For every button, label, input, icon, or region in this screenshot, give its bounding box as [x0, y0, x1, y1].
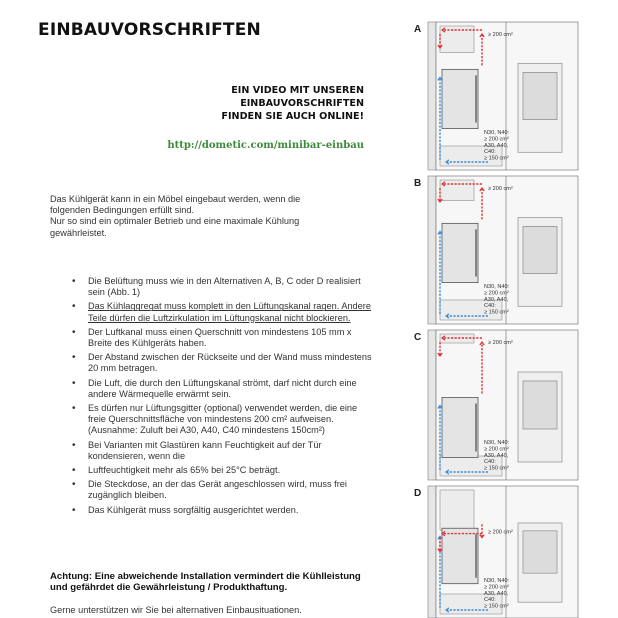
intro-line: folgenden Bedingungen erfüllt sind. — [50, 205, 195, 216]
list-item: • Die Belüftung muss wie in den Alternativen A, B, C oder D realisiert sein (Abb. 1) — [72, 276, 372, 298]
warning-text: Achtung: Eine abweichende Installation vermindert die Kühlleistung und gefährdet die Gewährleistung / Produkthaftung. — [50, 571, 361, 593]
list-item: • Die Steckdose, an der das Gerät angeschlossen wird, muss frei zugänglich bleiben. — [72, 479, 372, 501]
bottom-vent-label: ≥ 200 cm² — [484, 290, 509, 297]
list-item: • Es dürfen nur Lüftungsgitter (optional) verwendet werden, die eine freie Querschnittsfläche von mindestens 200 cm² aufweisen. (Ausnahme: Zuluft bei A30, A40, C40 mindestens 150cm²) — [72, 403, 372, 437]
intro-text — [50, 194, 350, 239]
list-item: • Bei Varianten mit Glastüren kann Feuchtigkeit auf der Tür kondensieren, wenn die — [72, 440, 372, 462]
bottom-vent-label: A30, A40, — [484, 590, 509, 597]
list-item-text: Das Kühlaggregat muss komplett in den Lüftungskanal ragen. Andere Teile dürfen die Luftzirkulation im Lüftungskanal nicht blockieren. — [88, 301, 371, 323]
bottom-vent-label: C40: — [484, 459, 496, 466]
bottom-vent-label: A30, A40, — [484, 142, 509, 149]
bottom-vent-label: N30, N40: — [484, 130, 510, 136]
bottom-vent-label: A30, A40, — [484, 452, 509, 459]
requirements-list — [72, 276, 372, 519]
bottom-vent-label: ≥ 200 cm² — [484, 136, 509, 143]
bottom-vent-label: N30, N40: — [484, 578, 510, 584]
bottom-vent-label: C40: — [484, 303, 496, 310]
video-hint — [221, 84, 364, 123]
diagram-label-d: D — [414, 488, 422, 499]
front-view-fridge — [523, 72, 557, 119]
video-line: EINBAUVORSCHRIFTEN — [240, 98, 364, 109]
front-view-fridge — [523, 531, 557, 573]
list-item: • Der Luftkanal muss einen Querschnitt von mindestens 105 mm x Breite des Kühlgeräts haben. — [72, 327, 372, 349]
list-item: • Luftfeuchtigkeit mehr als 65% bei 25°C beträgt. — [72, 465, 372, 476]
video-line: EIN VIDEO MIT UNSEREN — [231, 85, 364, 96]
top-vent-label: ≥ 200 cm² — [488, 32, 513, 38]
bottom-vent-label: A30, A40, — [484, 296, 509, 303]
page-title: EINBAUVORSCHRIFTEN — [38, 20, 261, 40]
video-line: FINDEN SIE AUCH ONLINE! — [221, 111, 364, 122]
diagram-wall — [428, 330, 436, 480]
video-link[interactable]: http://dometic.com/minibar-einbau — [167, 140, 364, 151]
bottom-vent-label: N30, N40: — [484, 284, 510, 290]
fridge-body — [442, 223, 478, 282]
bottom-vent-label: N30, N40: — [484, 440, 510, 446]
fridge-body — [442, 398, 478, 458]
upper-cabinet — [440, 490, 474, 530]
installation-diagrams — [408, 18, 618, 618]
diagram-label-b: B — [414, 178, 422, 189]
diagram-label-c: C — [414, 332, 422, 343]
fridge-body — [442, 528, 478, 583]
bottom-vent-label: ≥ 150 cm² — [484, 603, 509, 610]
bottom-vent-label: ≥ 150 cm² — [484, 155, 509, 162]
support-note: Gerne unterstützen wir Sie bei alternativen Einbausituationen. — [50, 605, 302, 615]
bottom-vent-label: ≥ 200 cm² — [484, 446, 509, 453]
top-vent-label: ≥ 200 cm² — [488, 186, 513, 192]
bottom-vent-label: ≥ 200 cm² — [484, 584, 509, 591]
front-view-fridge — [523, 381, 557, 429]
list-item: • Der Abstand zwischen der Rückseite und der Wand muss mindestens 20 mm betragen. — [72, 352, 372, 374]
intro-line: gewährleistet. — [50, 227, 107, 238]
diagram-wall — [428, 176, 436, 324]
diagram-canvas — [408, 18, 618, 618]
diagram-wall — [428, 22, 436, 170]
diagram-wall — [428, 486, 436, 618]
top-vent-label: ≥ 200 cm² — [488, 340, 513, 346]
front-view-fridge — [523, 226, 557, 273]
top-vent-label: ≥ 200 cm² — [488, 529, 513, 536]
list-item — [72, 301, 372, 323]
bottom-vent-label: ≥ 150 cm² — [484, 465, 509, 472]
bottom-vent-label: ≥ 150 cm² — [484, 309, 509, 316]
fridge-body — [442, 69, 478, 128]
list-item: • Das Kühlgerät muss sorgfältig ausgerichtet werden. — [72, 505, 372, 516]
list-item: • Die Luft, die durch den Lüftungskanal strömt, darf nicht durch eine andere Wärmequelle erwärmt sein. — [72, 378, 372, 400]
bottom-vent-label: C40: — [484, 597, 496, 604]
bottom-vent-label: C40: — [484, 149, 496, 156]
upper-cabinet — [440, 180, 474, 201]
intro-line: Nur so sind ein optimaler Betrieb und eine maximale Kühlung — [50, 216, 300, 227]
intro-line: Das Kühlgerät kann in ein Möbel eingebaut werden, wenn die — [50, 194, 301, 204]
diagram-label-a: A — [414, 24, 422, 35]
